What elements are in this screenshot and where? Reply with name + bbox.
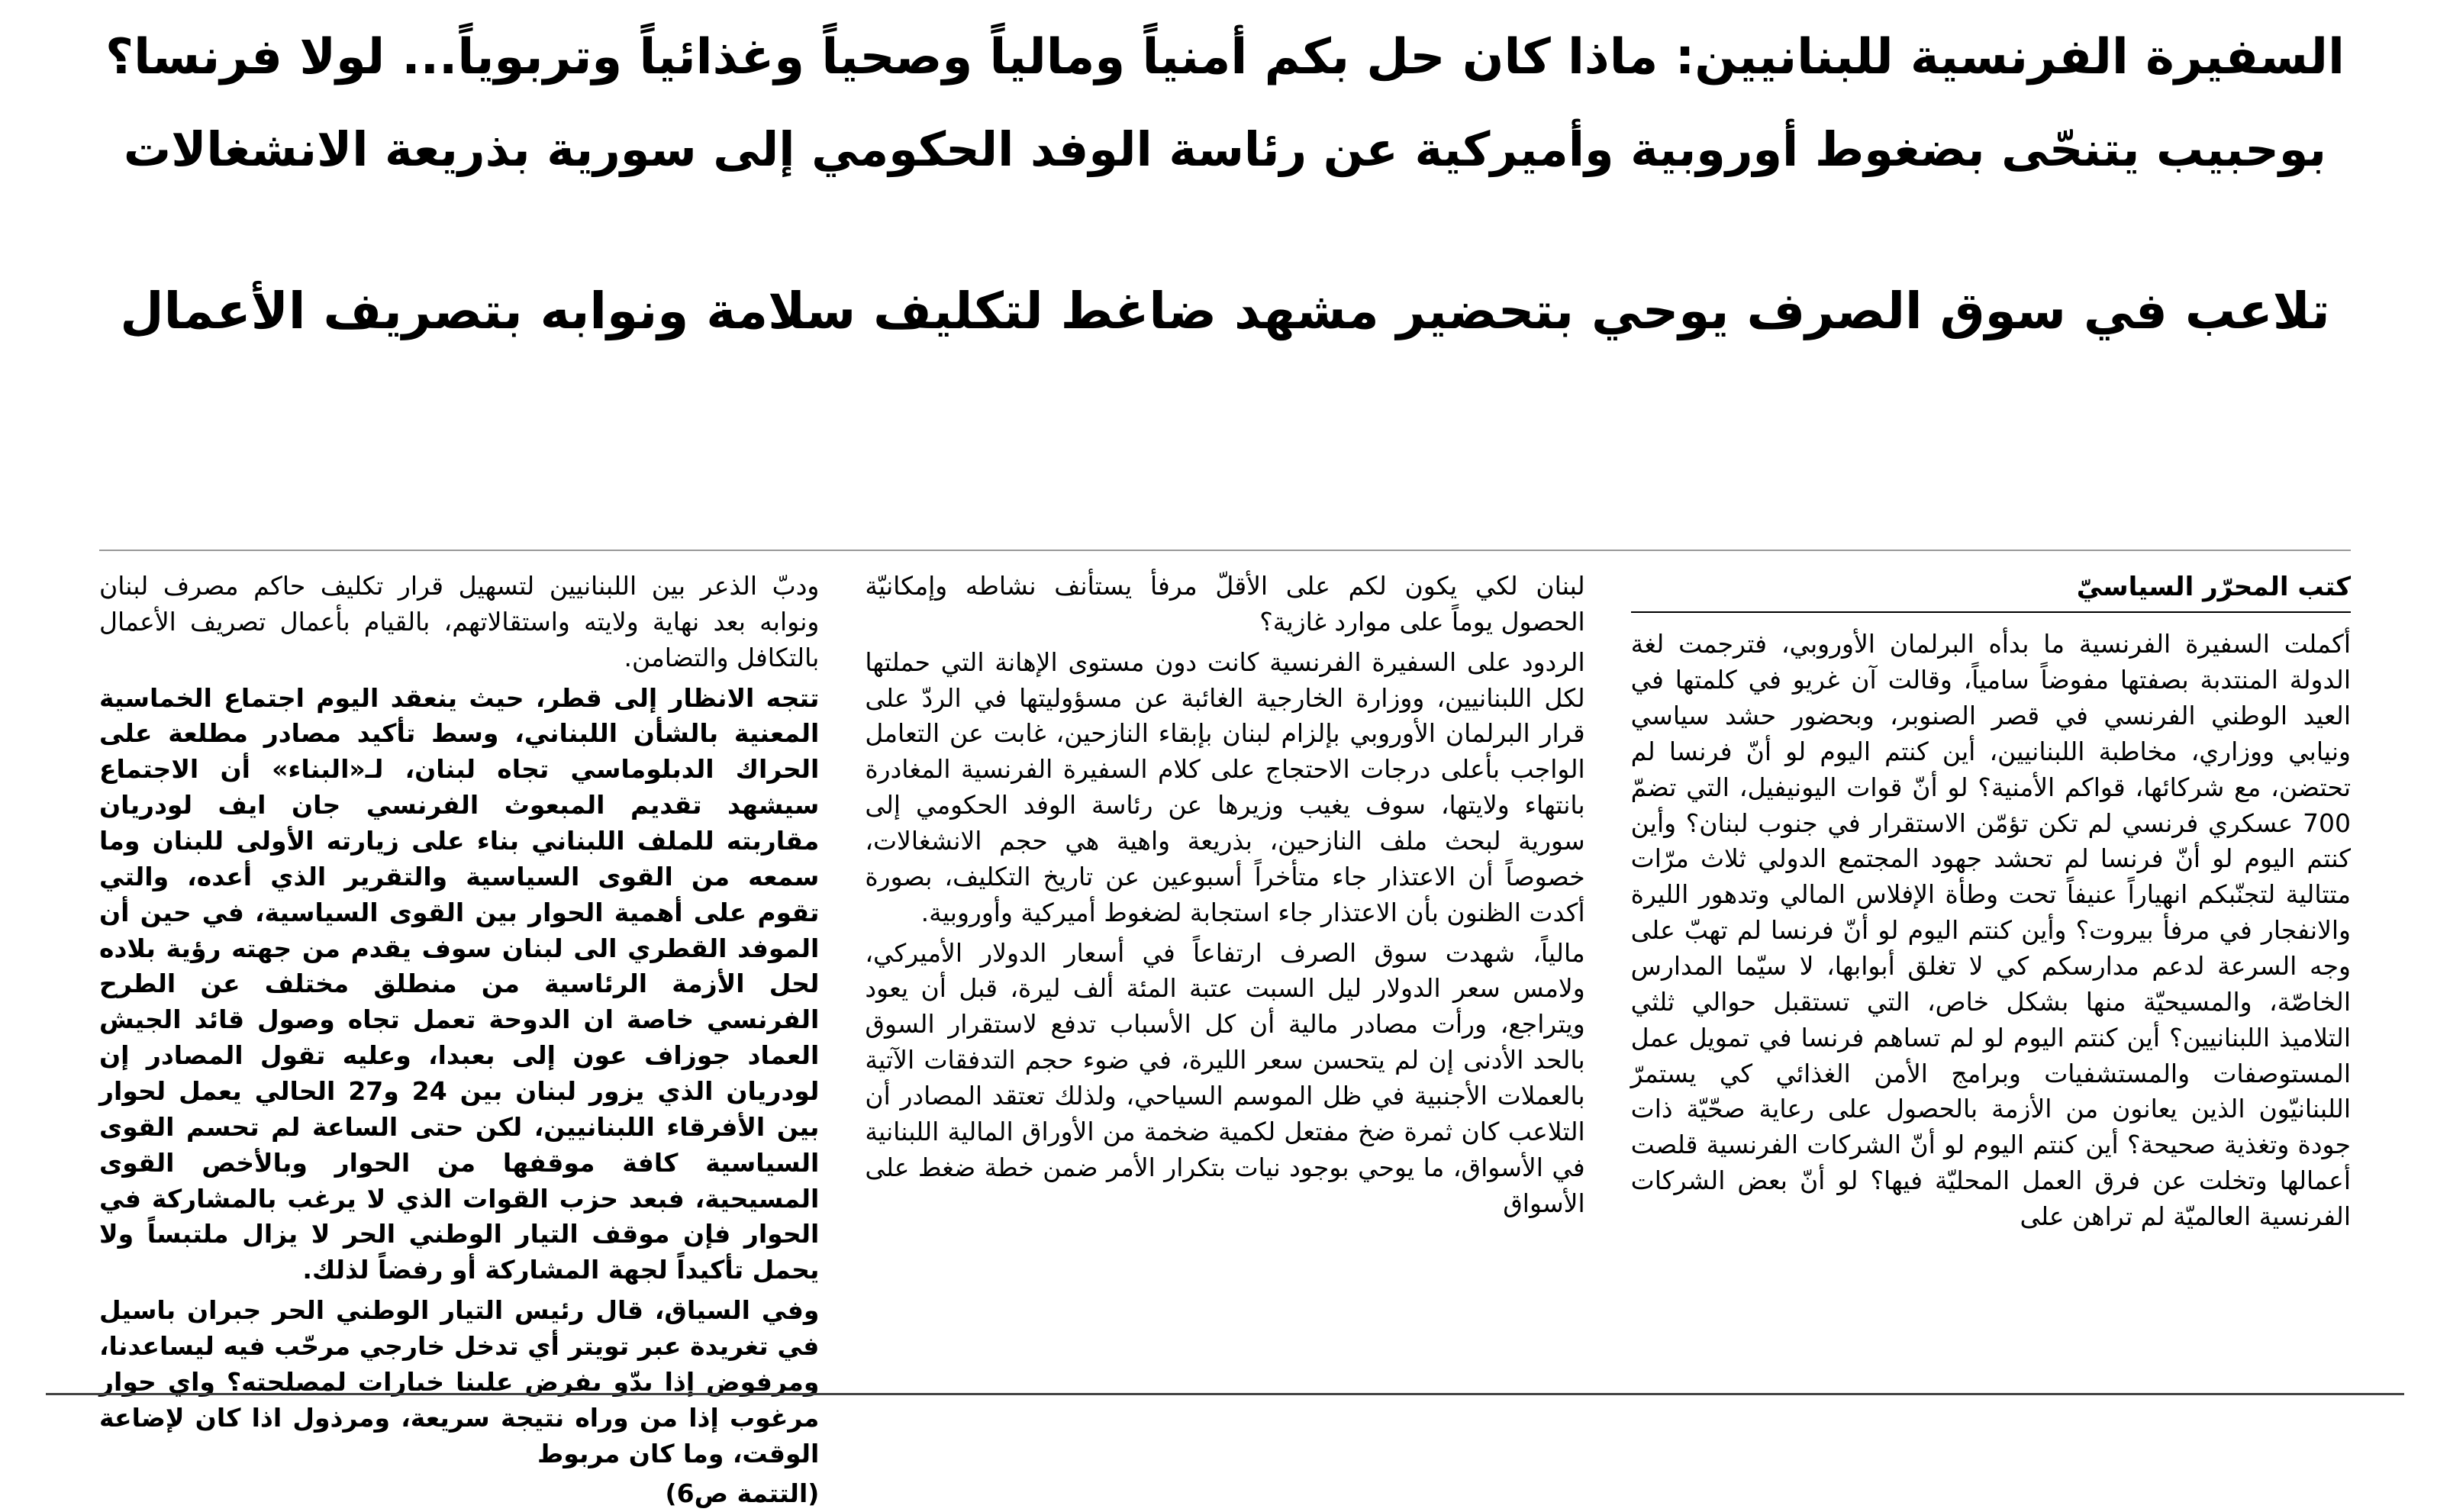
paragraph: الردود على السفيرة الفرنسية كانت دون مستوى الإهانة التي حملتها لكل اللبنانيين، ووزارة الخارجية الغائبة عن مسؤوليتها في الردّ على قرار البرلمان الأوروبي بإلزام لبنان بإبقاء النازحين، غابت عن التعامل الواجب بأعلى درجات الاحتجاج على كلام السفيرة الفرنسية المغادرة بانتهاء ولايتها، سوف يغيب وزيرها عن رئاسة الوفد الحكومي إلى سورية لبحث ملف النازحين، بذريعة واهية هي حجم الانشغالات، خصوصاً أن الاعتذار جاء متأخراً أسبوعين عن تاريخ التكليف، بصورة أكدت الظنون بأن الاعتذار جاء استجابة لضغوط أميركية وأوروبية.: [865, 646, 1585, 927]
article-column-1: [1631, 569, 2351, 1370]
page-bottom-rule: [46, 1393, 2404, 1395]
paragraph: ودبّ الذعر بين اللبنانيين لتسهيل قرار تكليف حاكم مصرف لبنان ونوابه بعد نهاية ولايته واستقالاتهم، بالقيام بأعمال تصريف الأعمال بالتكافل والتضامن.: [99, 571, 820, 672]
paragraph-bold: وفي السياق، قال رئيس التيار الوطني الحر جبران باسيل في تغريدة عبر تويتر أي تدخل خارجي مرحّب فيه ليساعدنا، ومرفوض إذا بدّو يفرض علينا خيارات لمصلحته؟ واي حوار مرغوب إذا من وراه نتيجة سريعة، ومرذول اذا كان لإضاعة الوقت، وما كان مربوط: [99, 1295, 820, 1468]
paragraph: لبنان لكي يكون لكم على الأقلّ مرفأ يستأنف نشاطه وإمكانيّة الحصول يوماً على موارد غازية؟: [865, 571, 1585, 637]
continued-note[interactable]: (التتمة ص6): [665, 1478, 820, 1509]
paragraph-bold: تتجه الانظار إلى قطر، حيث ينعقد اليوم اجتماع الخماسية المعنية بالشأن اللبناني، وسط تأكيد مصادر مطلعة على الحراك الدبلوماسي تجاه لبنان، لـ«البناء» أن الاجتماع سيشهد تقديم المبعوث الفرنسي جان ايف لودريان مقاربته للملف اللبناني بناء على زيارته الأولى للبنان وما سمعه من القوى السياسية والتقرير الذي أعده، والتي تقوم على أهمية الحوار بين القوى السياسية، في حين أن الموفد القطري الى لبنان سوف يقدم من جهته رؤية بلاده لحل الأزمة الرئاسية من منطلق مختلف عن الطرح الفرنسي خاصة ان الدوحة تعمل تجاه وصول قائد الجيش العماد جوزاف عون إلى بعبدا، وعليه تقول المصادر إن لودريان الذي يزور لبنان بين 24 و27 الحالي يعمل لحوار بين الأفرقاء اللبنانيين، لكن حتى الساعة لم تحسم القوى السياسية كافة موقفها من الحوار وبالأخص القوى المسيحية، فبعد حزب القوات الذي لا يرغب بالمشاركة في الحوار فإن موقف التيار الوطني الحر لا يزال ملتبساً ولا يحمل تأكيداً لجهة المشاركة أو رفضاً لذلك.: [99, 682, 820, 1285]
article-columns: [99, 569, 2351, 1509]
headline-supertitle: السفيرة الفرنسية للبنانيين: ماذا كان حل بكم أمنياً ومالياً وصحياً وغذائياً وتربوياً... لولا فرنسا؟: [105, 29, 2345, 85]
headline-secondary: تلاعب في سوق الصرف يوحي بتحضير مشهد ضاغط لتكليف سلامة ونوابه بتصريف الأعمال: [120, 282, 2330, 340]
headline-divider: [99, 550, 2351, 551]
article-column-2: [865, 569, 1584, 1370]
byline: كتب المحرّر السياسيّ: [1631, 569, 2351, 613]
paragraph: مالياً، شهدت سوق الصرف ارتفاعاً في أسعار الدولار الأميركي، ولامس سعر الدولار ليل السبت عتبة المئة ألف ليرة، قبل أن يعود ويتراجع، ورأت مصادر مالية أن كل الأسباب تدفع لاستقرار السوق بالحد الأدنى إن لم يتحسن سعر الليرة، في ضوء حجم التدفقات الآتية بالعملات الأجنبية في ظل الموسم السياحي، ولذلك تعتقد المصادر أن التلاعب كان ثمرة ضخ مفتعل لكمية ضخمة من الأوراق المالية اللبنانية في الأسواق، ما يوحي بوجود نيات بتكرار الأمر ضمن خطة ضغط على الأسواق: [865, 937, 1585, 1218]
headline-main: بوحبيب يتنحّى بضغوط أوروبية وأميركية عن رئاسة الوفد الحكومي إلى سورية بذريعة الانشغالات: [123, 121, 2327, 177]
article-column-3: [99, 569, 820, 1509]
paragraph: أكملت السفيرة الفرنسية ما بدأه البرلمان الأوروبي، فترجمت لغة الدولة المنتدبة بصفتها مفوضاً سامياً، وقالت آن غريو في كلمتها في العيد الوطني الفرنسي في قصر الصنوبر، وبحضور حشد سياسي ونيابي ووزاري، مخاطبة اللبنانيين، أين كنتم اليوم لو أنّ فرنسا لم تحتضن، مع شركائها، قواكم الأمنية؟ لو أنّ قوات اليونيفيل، التي تضمّ 700 عسكري فرنسي لم تكن تؤمّن الاستقرار في جنوب لبنان؟ وأين كنتم اليوم لو أنّ فرنسا لم تحشد جهود المجتمع الدولي ثلاث مرّات متتالية لتجنّبكم انهياراً عنيفاً تحت وطأة الإفلاس المالي وتدهور الليرة والانفجار في مرفأ بيروت؟ وأين كنتم اليوم لو أنّ فرنسا لم تهبّ على وجه السرعة لدعم مدارسكم كي لا تغلق أبوابها، لا سيّما المدارس الخاصّة، والمسيحيّة منها بشكل خاص، التي تستقبل حوالي ثلثي التلاميذ اللبنانيين؟ أين كنتم اليوم لو لم تساهم فرنسا في تمويل عمل المستوصفات والمستشفيات وبرامج الأمن الغذائي كي يستمرّ اللبنانيّون الذين يعانون من الأزمة بالحصول على رعاية صحّيّة ذات جودة وتغذية صحيحة؟ أين كنتم اليوم لو أنّ الشركات الفرنسية قلصت أعمالها وتخلت عن فرق العمل المحليّة فيها؟ لو أنّ بعض الشركات الفرنسية العالميّة لم تراهن على: [1630, 629, 2351, 1232]
